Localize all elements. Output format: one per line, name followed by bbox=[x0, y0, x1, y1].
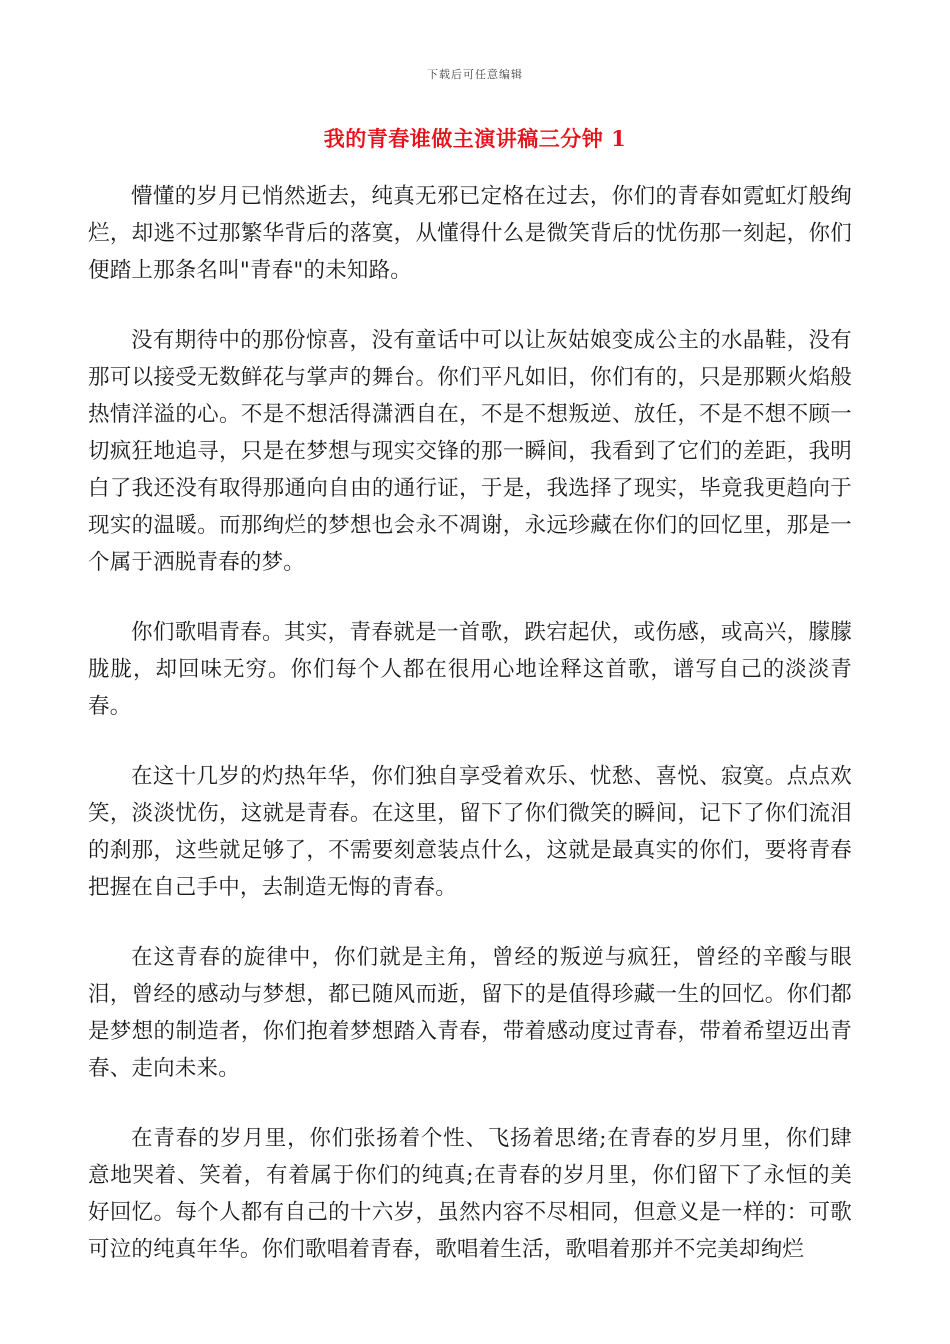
paragraph-5: 在这青春的旋律中，你们就是主角，曾经的叛逆与疯狂，曾经的辛酸与眼泪，曾经的感动与梦想，都已随风而逝，留下的是值得珍藏一生的回忆。你们都是梦想的制造者，你们抱着梦想踏入青春，带着感动度过青春，带着希望迈出青春、走向未来。 bbox=[88, 945, 852, 1081]
header-note: 下载后可任意编辑 bbox=[427, 68, 523, 81]
document-title: 我的青春谁做主演讲稿三分钟 1 bbox=[323, 126, 627, 151]
paragraph-1: 懵懂的岁月已悄然逝去，纯真无邪已定格在过去，你们的青春如霓虹灯般绚烂，却逃不过那繁华背后的落寞，从懂得什么是微笑背后的忧伤那一刻起，你们便踏上那条名叫"青春"的未知路。 bbox=[88, 184, 852, 283]
paragraph-4: 在这十几岁的灼热年华，你们独自享受着欢乐、忧愁、喜悦、寂寞。点点欢笑，淡淡忧伤，这就是青春。在这里，留下了你们微笑的瞬间，记下了你们流泪的刹那，这些就足够了，不需要刻意装点什么，这就是最真实的你们，要将青春把握在自己手中，去制造无悔的青春。 bbox=[88, 764, 852, 900]
paragraph-3: 你们歌唱青春。其实，青春就是一首歌，跌宕起伏，或伤感，或高兴，朦朦胧胧，却回味无穷。你们每个人都在很用心地诠释这首歌，谱写自己的淡淡青春。 bbox=[88, 620, 852, 719]
document-body bbox=[88, 178, 852, 1301]
paragraph-6: 在青春的岁月里，你们张扬着个性、飞扬着思绪;在青春的岁月里，你们肆意地哭着、笑着，有着属于你们的纯真;在青春的岁月里，你们留下了永恒的美好回忆。每个人都有自己的十六岁，虽然内容不尽相同，但意义是一样的：可歌可泣的纯真年华。你们歌唱着青春，歌唱着生活，歌唱着那并不完美却绚烂 bbox=[88, 1126, 852, 1262]
paragraph-2: 没有期待中的那份惊喜，没有童话中可以让灰姑娘变成公主的水晶鞋，没有那可以接受无数鲜花与掌声的舞台。你们平凡如旧，你们有的，只是那颗火焰般热情洋溢的心。不是不想活得潇洒自在，不是不想叛逆、放任，不是不想不顾一切疯狂地追寻，只是在梦想与现实交锋的那一瞬间，我看到了它们的差距，我明白了我还没有取得那通向自由的通行证，于是，我选择了现实，毕竟我更趋向于现实的温暖。而那绚烂的梦想也会永不凋谢，永远珍藏在你们的回忆里，那是一个属于洒脱青春的梦。 bbox=[88, 328, 852, 575]
